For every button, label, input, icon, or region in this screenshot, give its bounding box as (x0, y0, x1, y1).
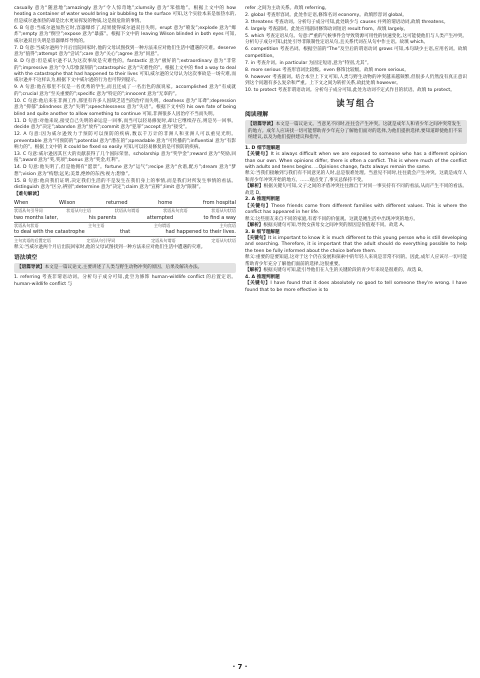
gloss-text: 当我们接触到与我们有不同意见的人时,总是很难处理。当意见不同时,往往就会产生冲突。这就是成年人和青少年冲突开始的地方。……观点变了,事实总保持不变。 (245, 171, 467, 183)
question-explanation (245, 275, 467, 294)
grammar-fill-title: 语法填空 (14, 254, 38, 261)
diagram-words-row (14, 200, 236, 206)
explanation-item: 15. B 句意:他向我们证明,决定我们生活的不是发生在我们身上的事情,而是我们对所发生事情的看法。distinguish 意为“区分,辨别”;determine 意为“决定”;claim 意为“宣称”;limit 意为“限制”。 (14, 178, 236, 191)
diagram-word: had happened to their lives. (165, 229, 236, 236)
key-sentence (245, 236, 467, 255)
diagram-word: two months later, (14, 214, 59, 221)
key-text: It is important to know it is much different to this young person who is still developing and searching. Therefore, it is important that the adult should do everything possible to help the teen be fully informed about the choice before them. (245, 235, 467, 254)
gloss-label: 释义: (245, 171, 256, 177)
diagram-role: 状语从句状语 (14, 223, 39, 228)
explanation-item: 1. referring 考查非谓语动词。分析句子成分可知,此空为修饰 human-wildlife conflict 的后置定语。human-wildlife conflict 与 (14, 275, 236, 287)
diagram-word: When (14, 199, 29, 206)
diagram-role: 定语从句引导词 (86, 237, 116, 243)
explanation-item: 13. C 句意:威尔逊因其巨大的贡献获得了几个国际荣誉。scholarship 意为“奖学金”;reward 意为“奖励,回报”;award 意为“奖,奖项”;bonus 意为“奖金,红利”。 (14, 151, 236, 164)
grammar-guide-box (14, 263, 236, 273)
analysis-text: 根据关键句可知,导致女孩母女之间冲突的原因是价值观不同。故选 A。 (263, 223, 408, 229)
explanation-item: 12. A 句意:因为威尔逊致力于预防可以预防的疾病,数以千万计的非洲人和亚洲人可以重见光明。preventable 意为“可预防的”;potential 意为“潜在的”;spreadable 意为“可传播的”;influential 意为“有影响力的”。根据上文中的 it could be fixed so easily 可知,可以轻易修复的是可预防的疾病。 (14, 132, 236, 151)
key-sentence (245, 281, 467, 294)
gloss-text: 这些朋友来自不同的家庭,有着不同的价值观。这就是她生活中出现冲突的地方。 (255, 216, 418, 222)
explanation-item: 11. D 句意:对他来说,接受自己失明的命运是一回事,而当可以轻易修复时,却让它继续存在,则是另一回事。decide 意为“决定”;abandon 意为“放弃”;commit 意为“犯罪”;accept 意为“接受”。 (14, 118, 236, 131)
explanation-item: 7. in 考查介词。in particular 为固定短语,意为“特别,尤其”。 (245, 60, 372, 66)
diagram-role: 状语从句状语 (211, 208, 236, 214)
diagram-role: 主句谓语 (153, 223, 171, 228)
diagram-word: Wilson (58, 199, 76, 206)
key-sentence (245, 152, 467, 171)
explanation-item: 7. D 句意:当威尔逊两个月后出院回家时,他的父母试图找到一种方法来应对他们生活中遭遇的灾难。deserve 意为“值得”;attempt 意为“尝试”;care 意为“关心”;agree 意为“同意”。 (14, 45, 236, 58)
diagram-word: to find a way (203, 214, 236, 221)
key-label: 【关键句】 (245, 152, 271, 158)
explanation-item: 6. B 句意:当威尔逊加热它时,容器爆炸了,结果使得威尔逊双目失明。erupt 意为“喷发”;explode 意为“爆炸”;empty 意为“倒空”;expose 意为“暴露”。根据下文中的 leaving Wilson blinded in both eyes 可知,威尔逊双目失明是容器爆炸导致的。 (14, 25, 236, 44)
question-explanation (245, 146, 467, 198)
question-explanation (245, 230, 467, 275)
grammar-explanations-list (245, 6, 467, 94)
gloss (245, 255, 467, 268)
question-heading: 3. B 细节理解题 (245, 229, 280, 235)
explanation-item: 2. global 考查形容词。此处作定语,修饰名词 economy。故填形容词 global。 (245, 12, 407, 18)
explanation-item: 9. A 句意:他在那里不仅是一名优秀的学生,而且还成了一名出色的演说家。accomplished 意为“有成就的”;crucial 意为“至关重要的”;specific 意为“特定的”;innocent 意为“无辜的”。 (14, 85, 236, 97)
diagram-role: 定语从句谓语 (151, 237, 176, 243)
guide-text: 本文是一篇议论文,主要讲述了人类与野生动物冲突的原因、后果及解决办法。 (44, 264, 203, 270)
section-title: 读写组合 (336, 98, 376, 109)
key-text: These friends come from different families with different values. This is where the conflict has appeared in her life. (245, 203, 467, 216)
question-explanation (245, 197, 467, 229)
explanation-item: 9. however 考查副词。结合本空上下文可知,人类与野生动物的冲突越来越频繁,但很多人仍然没有真正意识到这个问题有多么复杂和严重。上下文之间为转折关系,故此处填 however。 (245, 74, 467, 86)
diagram-role: 主句主语 (88, 223, 105, 228)
explanation-item: refer 之间为主动关系。故填 referring。 (245, 6, 330, 11)
difficult-sentence-translation: 释义:当威尔逊两个月后出院回家时,他的父母试图找到一种方法来应对他们生活中遭遇的灾难。 (14, 245, 206, 251)
diagram-role: 主句宾语 (219, 223, 236, 228)
diagram-word: that (120, 229, 131, 236)
explanation-item: 14. D 句意:他失明了,但是他拥有“愿景”。fortune 意为“运气”;recipe 意为“食谱,配方”;dream 意为“梦想”;vision 意为“构想;远见;美景,绝妙的东西;视力;想象”。 (14, 165, 236, 177)
diagram-word: his parents (88, 214, 117, 221)
guide-label: 【语篇导读】 (17, 264, 45, 270)
right-column (245, 6, 467, 294)
diagram-word: to deal with the catastrophe (14, 229, 85, 236)
diagram-words-row (14, 215, 236, 221)
answer-explanations-list (14, 6, 236, 192)
gloss (245, 171, 467, 184)
question-heading: 2. A 推理判断题 (245, 197, 280, 203)
page-number: · 7 · (232, 663, 248, 671)
sentence-structure-diagram (14, 200, 236, 245)
key-label: 【关键句】 (245, 203, 272, 209)
diagram-roles-row (14, 238, 236, 244)
explanation-item: 4. largely 考查副词。此处应用副词修饰动词短语 result from。故填 largely。 (245, 26, 409, 32)
question-heading: 4. A 推理判断题 (245, 274, 280, 280)
diagram-words-row (14, 229, 236, 235)
diagram-role: 状语从句宾语 (163, 208, 188, 214)
explanation-item: 3. threatens 考查动词。分析句子成分可知,此处缺少与 causes 并列的谓语动词,故填 threatens。 (245, 19, 449, 25)
explanation-item: 5. which 考查定语从句。句意:严重的气候事件会导致资源可用性的快速变化,这可能使他们与人类产生冲突。分析句子成分可知,此处引导非限制性定语从句,且关系代词在从句中作主语。故填 which。 (245, 33, 467, 46)
guide-text: 本文是一篇议论文。当意见不同时,往往会产生冲突。这就是成年人和青少年之间冲突常发生的地方。成年人应该找一切可能帮助青少年充分了解他们面对的选择,为他们提供选择,要知道即使他们不采纳建议,以及为他们提供建议和指导。 (248, 122, 463, 141)
key-text: I have found that it does absolutely no good to tell someone they're wrong. I have found that to be more effective is to (245, 281, 467, 293)
guide-label: 【语篇导读】 (248, 122, 276, 128)
diagram-role: 定语从句状语 (211, 237, 236, 243)
reading-guide-box (245, 120, 467, 143)
gloss-label: 释义: (245, 255, 256, 261)
analysis-label: 【解析】 (245, 184, 264, 190)
gloss-text: 重要的是要知道,这对于这个仍在发展和探索中的年轻人来说是非常不同的。因此,成年人应该尽一切可能帮助青少年充分了解他们面前的选择,这很重要。 (245, 255, 467, 267)
analysis-text: 根据关键句可知,能引导他们在人生的关键阶段的青少年来说是很难的。故选 B。 (263, 268, 426, 274)
reading-comprehension-title: 阅读理解 (245, 112, 269, 119)
explanation-item: 8. D 句意:但是威尔逊不认为这次事故是灾难性的。fantastic 意为“极好的”;extraordinary 意为“非常的”;impressive 意为“令人印象深刻的”;catastrophic 意为“灾难性的”。根据上文中的 find a way to deal with the catastrophe that had happened to their lives 可知,威尔逊的父母认为这次事故是一场灾难,而威尔逊并不这样认为,根据下文中威尔逊的行为也可得到提示。 (14, 59, 236, 84)
question-heading: 1. D 细节理解题 (245, 145, 280, 151)
explanation-item: 8. more serious 考查形容词比较级。even 修饰比较级。故填 more serious。 (245, 67, 409, 73)
analysis-label: 【解析】 (245, 268, 264, 274)
analysis (245, 184, 467, 197)
explanation-item: 10. to protect 考查非谓语动词。分析句子成分可知,此处为动词不定式作目的状语。故填 to protect。 (245, 87, 455, 93)
left-column (14, 6, 236, 289)
analysis-text: 根据关键句可知,父子之间的矛盾冲突往往源自于对同一事实持有不同的看法,从而产生不同的看法。故选 D。 (245, 184, 467, 196)
key-text: It is always difficult when we are exposed to someone who has a different opinion than our own. When opinions differ, there is often a conflict. This is where much of the conflict with adults and teens begins. ...Opinions change, facts always remain the same. (245, 152, 467, 170)
explanation-item: 6. competition 考查名词。根据空前的“The”及空后的谓语动词 grows 可知,本句缺少主语,应用名词。故填 competition。 (245, 47, 467, 59)
diagram-word: returned (106, 199, 128, 206)
difficult-sentence-label: 【难句解读】 (14, 192, 42, 198)
key-label: 【关键句】 (245, 281, 271, 287)
explanation-item: casually 意为“随意地”;amazingly 意为“令人惊奇地”;clumsily 意为“笨拙地”。根据上文中的 how heating a container of water would bring air bubbling to the surface 可知,这个实验本来是加热水的,但是威尔逊加热的却是比水更易挥发的物质,这是很危险的事情。 (14, 6, 236, 24)
key-sentence (245, 204, 467, 217)
gloss-label: 释义: (245, 216, 256, 222)
diagram-word: attempted (146, 214, 174, 221)
diagram-role: 状语从句主语 (66, 208, 91, 214)
diagram-word: from hospital (202, 199, 236, 206)
diagram-role: 主句宾语的后置定语 (14, 237, 51, 243)
analysis-label: 【解析】 (245, 223, 264, 229)
explanation-item: 10. C 句意:他后来在非洲工作,那里有许多人因缺乏适当的治疗而失明。deafness 意为“耳聋”;depression 意为“抑郁”;blindness 意为“失明”;speechlessness 意为“失语”。根据下文中的 his own fate of being blind and quite another to allow something to continue 可知,非洲很多人因治疗不当而失明。 (14, 98, 236, 117)
diagram-role: 状语从句谓语 (114, 208, 140, 214)
key-label: 【关键句】 (245, 235, 269, 241)
diagram-role: 状语从句引导词 (14, 208, 43, 214)
diagram-word: home (158, 199, 173, 206)
